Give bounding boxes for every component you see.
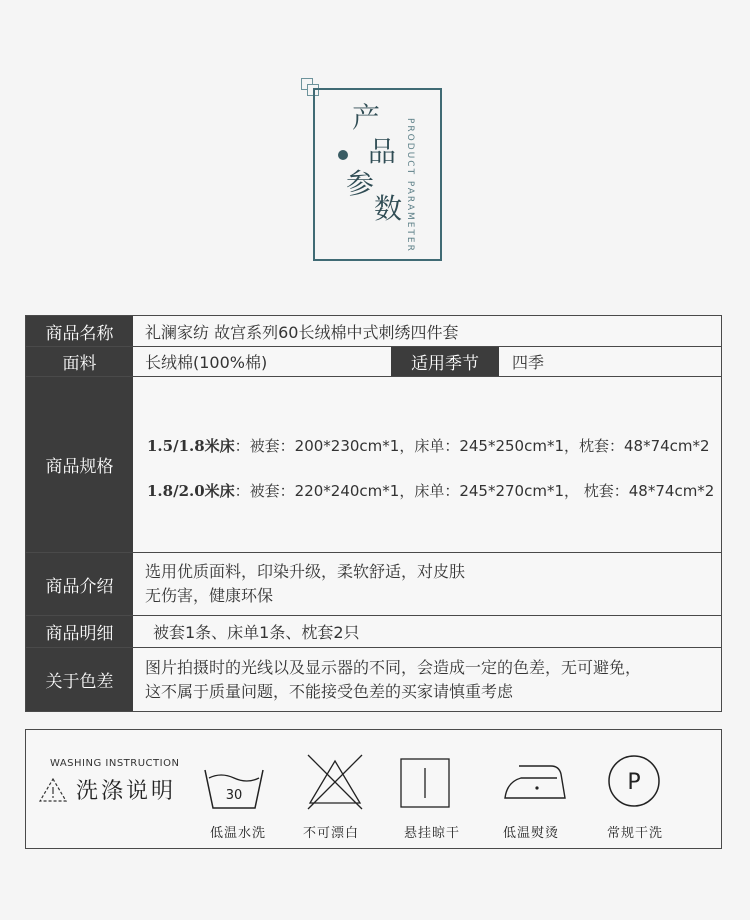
badge-title-char: 参 bbox=[346, 167, 375, 200]
spec-line-1 bbox=[147, 435, 710, 456]
color-line-1: 图片拍摄时的光线以及显示器的不同，会造成一定的色差，无可避免， bbox=[145, 657, 642, 677]
badge-subtitle: PRODUCT PARAMETER bbox=[405, 118, 415, 253]
care-label: 低温水洗 bbox=[210, 826, 267, 841]
row-value-intro bbox=[133, 553, 721, 615]
color-line-2: 这不属于质量问题，不能接受色差的买家请慎重考虑 bbox=[145, 681, 514, 701]
badge-title-char: 数 bbox=[374, 192, 403, 225]
intro-line-1: 选用优质面料，印染升级，柔软舒适，对皮肤 bbox=[145, 562, 466, 581]
intro-line-2: 无伤害，健康环保 bbox=[145, 586, 274, 605]
care-label: 常规干洗 bbox=[607, 826, 664, 841]
washing-title-en: WASHING INSTRUCTION bbox=[50, 758, 180, 769]
wash-30-icon bbox=[203, 768, 265, 812]
wash-temp-text: 30 bbox=[225, 788, 243, 803]
dot-icon bbox=[338, 150, 348, 160]
care-label: 不可漂白 bbox=[303, 826, 360, 841]
no-bleach-icon bbox=[306, 753, 364, 811]
spec-table bbox=[25, 315, 722, 712]
hang-dry-icon bbox=[400, 758, 450, 808]
row-label-intro: 商品介绍 bbox=[26, 553, 133, 615]
row-label-spec: 商品规格 bbox=[26, 377, 133, 552]
row-value-fabric: 长绒棉(100%棉) bbox=[145, 353, 268, 372]
row-value-name: 礼澜家纺 故宫系列60长绒棉中式刺绣四件套 bbox=[145, 322, 459, 342]
spec-detail-1: ：被套：200*230cm*1，床单：245*250cm*1，枕套：48*74cm*2 bbox=[234, 437, 710, 455]
washing-title-cn: 洗涤说明 bbox=[76, 779, 177, 804]
warning-triangle-icon bbox=[38, 777, 68, 803]
low-iron-icon bbox=[503, 762, 567, 802]
row-label-color: 关于色差 bbox=[26, 648, 133, 711]
care-label: 低温熨烫 bbox=[503, 826, 560, 841]
spec-size-2: 1.8/2.0米床 bbox=[147, 482, 235, 500]
spec-detail-2: ：被套：220*240cm*1，床单：245*270cm*1， 枕套：48*74cm*2 bbox=[234, 482, 715, 500]
badge-title-char: 产 bbox=[352, 101, 381, 134]
row-label-name: 商品名称 bbox=[26, 316, 133, 346]
season-value: 四季 bbox=[512, 353, 545, 372]
care-label: 悬挂晾干 bbox=[404, 826, 461, 841]
row-value-contents: 被套1条、床单1条、枕套2只 bbox=[153, 623, 360, 642]
spec-size-1: 1.5/1.8米床 bbox=[147, 437, 235, 455]
dry-clean-p-icon bbox=[606, 753, 662, 809]
row-label-contents: 商品明细 bbox=[26, 616, 133, 647]
season-label: 适用季节 bbox=[391, 347, 499, 376]
dry-clean-letter: P bbox=[627, 770, 641, 795]
row-label-fabric: 面料 bbox=[26, 347, 133, 376]
badge-title-char: 品 bbox=[368, 135, 397, 168]
row-value-color bbox=[133, 648, 721, 711]
spec-line-2 bbox=[147, 480, 714, 501]
